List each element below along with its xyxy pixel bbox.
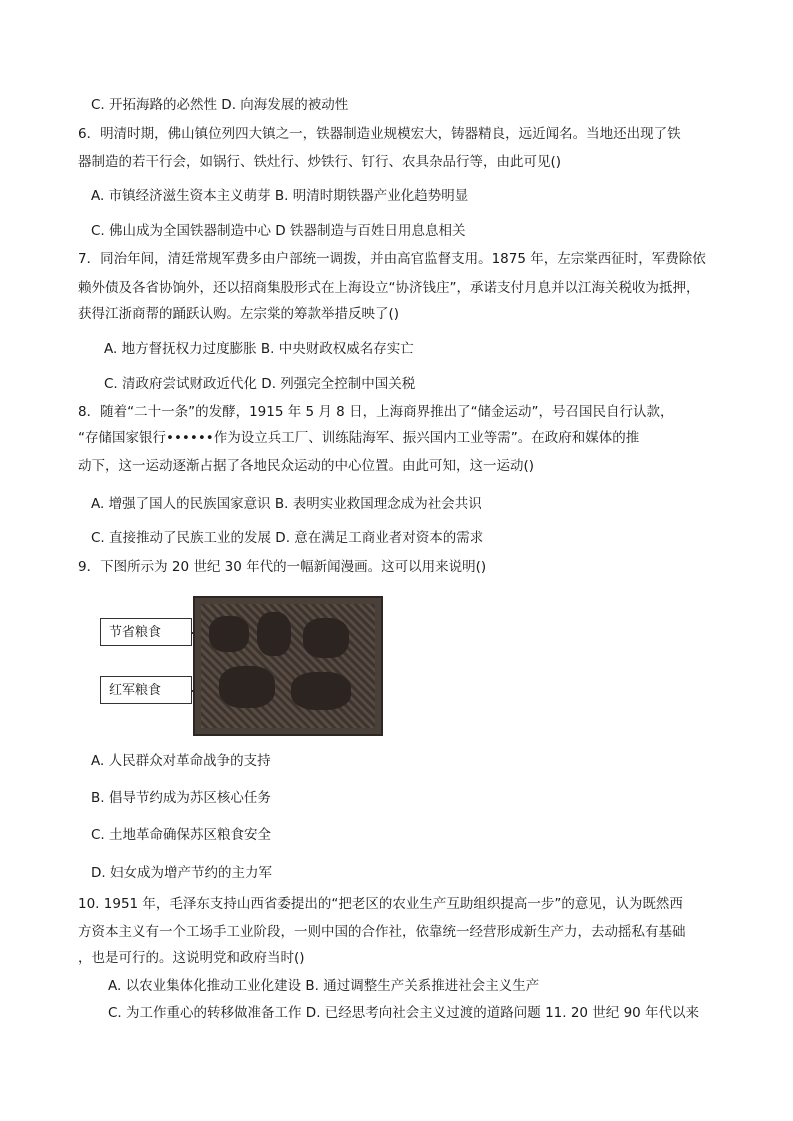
q8-stem-line3: 动下，这一运动逐渐占据了各地民众运动的中心位置。由此可知，这一运动() [78, 458, 535, 474]
q8-stem-line2: “存储国家银行••••••作为设立兵工厂、训练陆海军、振兴国内工业等需”。在政府和媒体的推 [78, 430, 640, 446]
cartoon-image [193, 596, 383, 736]
q10-options-ab: A. 以农业集体化推动工业化建设 B. 通过调整生产关系推进社会主义生产 [108, 978, 540, 994]
q7-stem-line2: 赖外债及各省协饷外，还以招商集股形式在上海设立“协济钱庄”，承诺支付月息并以江海关税收为抵押， [78, 280, 700, 296]
q8-options-ab: A. 增强了国人的民族国家意识 B. 表明实业救国理念成为社会共识 [91, 496, 482, 512]
q9-stem: 9．下图所示为 20 世纪 30 年代的一幅新闻漫画。这可以用来说明() [78, 559, 487, 575]
q7-options-ab: A. 地方督抚权力过度膨胀 B. 中央财政权威名存实亡 [104, 341, 414, 357]
q10-stem-line1: 10. 1951 年，毛泽东支持山西省委提出的“把老区的农业生产互助组织提高一步”的意见，认为既然西 [78, 896, 683, 912]
q6-stem-line2: 器制造的若干行会，如锅行、铁灶行、炒铁行、钉行、农具杂品行等，由此可见() [78, 154, 562, 170]
q9-option-b: B. 倡导节约成为苏区核心任务 [91, 790, 271, 806]
q10-stem-line2: 方资本主义有一个工场手工业阶段，一则中国的合作社，依靠统一经营形成新生产力，去动摇私有基础 [78, 924, 686, 940]
q5-options-cd: C. 开拓海路的必然性 D. 向海发展的被动性 [91, 97, 349, 113]
q10-options-cd-q11-start: C. 为工作重心的转移做准备工作 D. 已经思考向社会主义过渡的道路问题 11. 20 世纪 90 年代以来 [108, 1005, 700, 1021]
q6-options-ab: A. 市镇经济滋生资本主义萌芽 B. 明清时期铁器产业化趋势明显 [91, 188, 469, 204]
label-red-army-grain: 红军粮食 [100, 676, 192, 704]
q7-stem-line1: 7．同治年间，清廷常规军费多由户部统一调拨，并由高官监督支用。1875 年，左宗棠西征时，军费除依 [78, 251, 706, 267]
q8-stem-line1: 8．随着“二十一条”的发酵，1915 年 5 月 8 日，上海商界推出了“储金运动”，号召国民自行认款， [78, 404, 674, 420]
q9-cartoon-figure [100, 596, 385, 734]
q6-stem-line1: 6．明清时期，佛山镇位列四大镇之一，铁器制造业规模宏大，铸器精良，远近闻名。当地还出现了铁 [78, 126, 681, 142]
q9-option-c: C. 土地革命确保苏区粮食安全 [91, 827, 272, 843]
q9-option-d: D. 妇女成为增产节约的主力军 [91, 865, 272, 881]
q9-option-a: A. 人民群众对革命战争的支持 [91, 753, 271, 769]
q6-options-cd: C. 佛山成为全国铁器制造中心 D 铁器制造与百姓日用息息相关 [91, 223, 466, 239]
q7-options-cd: C. 清政府尝试财政近代化 D. 列强完全控制中国关税 [104, 376, 416, 392]
q7-stem-line3: 获得江浙商帮的踊跃认购。左宗棠的筹款举措反映了() [78, 306, 400, 322]
q10-stem-line3: ，也是可行的。这说明党和政府当时() [78, 950, 305, 966]
q8-options-cd: C. 直接推动了民族工业的发展 D. 意在满足工商业者对资本的需求 [91, 530, 484, 546]
label-save-grain: 节省粮食 [100, 618, 192, 646]
